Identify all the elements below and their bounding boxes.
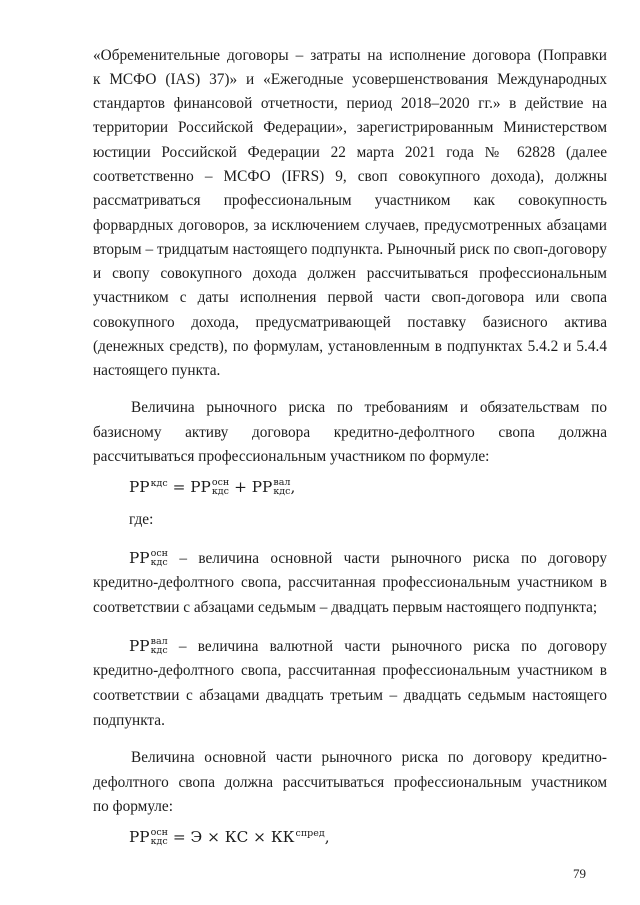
text-line: Величина основной части рыночного риска по договору кредитно-	[131, 749, 607, 766]
formula-symbol: РР	[129, 828, 150, 846]
definition-first-line	[129, 636, 607, 657]
text-line: участником с даты исполнения первой части своп-договора или свопа	[93, 289, 607, 306]
formula-rhs: = Э × КС × КК	[167, 828, 295, 846]
text-line: рассчитываться профессиональным участником по формуле:	[93, 448, 490, 465]
formula-punct: ,	[324, 828, 330, 846]
formula-superscript: осн	[150, 827, 168, 838]
text-line: (денежных средств), по формулам, установленным в подпунктах 5.4.2 и 5.4.4	[93, 338, 607, 355]
text-line: территории Российской Федерации», зарегистрированным Министерством	[93, 119, 607, 136]
text-line: рассматриваться профессиональным участником как совокупность	[93, 192, 607, 209]
text-line: соответствии с абзацами седьмым – двадцать первым настоящего подпункта;	[93, 599, 598, 616]
text-line: соответствии с абзацами двадцать третьим – двадцать седьмым настоящего	[93, 687, 607, 704]
where-label: где:	[129, 511, 154, 528]
formula-superscript: спред	[295, 828, 325, 839]
text-line: базисному активу договора кредитно-дефолтного свопа должна	[93, 424, 607, 441]
text-line: кредитно-дефолтного свопа, рассчитанная профессиональным участником в	[93, 662, 607, 679]
text-line: вторым – тридцатым настоящего подпункта. Рыночный риск по своп-договору	[93, 241, 607, 258]
formula-index-stack	[273, 478, 290, 496]
text-line: совокупного дохода, предусматривающей поставку базисного актива	[93, 314, 607, 331]
text-line: подпункта.	[93, 712, 165, 729]
formula-rr-osn-kds	[129, 824, 330, 847]
formula-index-stack	[212, 478, 229, 496]
text-line: к МСФО (IAS) 37)» и «Ежегодные усовершенствования Международных	[93, 71, 607, 88]
formula-punct: ,	[290, 478, 296, 496]
text-line: настоящего пункта.	[93, 362, 221, 379]
text-line: «Обременительные договоры – затраты на исполнение договора (Поправки	[93, 47, 607, 64]
formula-symbol: РР	[129, 478, 150, 496]
text-line: Величина рыночного риска по требованиям и обязательствам по	[131, 399, 607, 416]
formula-index-stack	[151, 637, 168, 655]
formula-subscript: кдс	[150, 645, 168, 656]
formula-index-stack	[151, 828, 168, 846]
formula-superscript: вал	[273, 477, 291, 488]
text-line: по формуле:	[93, 798, 173, 815]
formula-symbol: РР	[251, 478, 273, 496]
text-line: юстиции Российской Федерации 22 марта 2021 года № 62828 (далее	[93, 144, 607, 161]
text-line: форвардных договоров, за исключением случаев, предусмотренных абзацами	[93, 217, 607, 234]
formula-rr-kds	[129, 474, 295, 497]
formula-superscript: осн	[211, 477, 230, 488]
formula-subscript: кдс	[150, 836, 168, 847]
formula-symbol: РР	[129, 549, 150, 567]
text-line: соответственно – МСФО (IFRS) 9, своп совокупного дохода), должны	[93, 168, 607, 185]
definition-symbol	[129, 637, 168, 655]
formula-superscript: вал	[150, 636, 168, 647]
formula-symbol: РР	[129, 637, 150, 655]
formula-symbol: РР	[190, 478, 211, 496]
formula-operator: =	[167, 478, 191, 496]
definition-text: – величина валютной части рыночного риска по договору	[178, 638, 608, 655]
formula-subscript: кдс	[150, 557, 168, 568]
formula-superscript: кдс	[150, 478, 168, 489]
text-line: дефолтного свопа должна рассчитываться профессиональным участником	[93, 774, 607, 791]
formula-subscript: кдс	[211, 486, 229, 497]
formula-index-stack	[151, 549, 168, 567]
definition-symbol	[129, 549, 168, 567]
formula-superscript: осн	[150, 548, 168, 559]
page-number: 79	[573, 866, 586, 881]
definition-text: – величина основной части рыночного риска по договору	[179, 550, 608, 567]
definition-first-line	[129, 548, 607, 569]
formula-subscript: кдс	[273, 486, 291, 497]
formula-operator: +	[229, 478, 252, 496]
text-line: кредитно-дефолтного свопа, рассчитанная профессиональным участником в	[93, 574, 607, 591]
text-line: и свопу совокупного дохода должен рассчитываться профессиональным	[93, 265, 607, 282]
text-line: стандартов финансовой отчетности, период 2018–2020 гг.» в действие на	[93, 95, 607, 112]
